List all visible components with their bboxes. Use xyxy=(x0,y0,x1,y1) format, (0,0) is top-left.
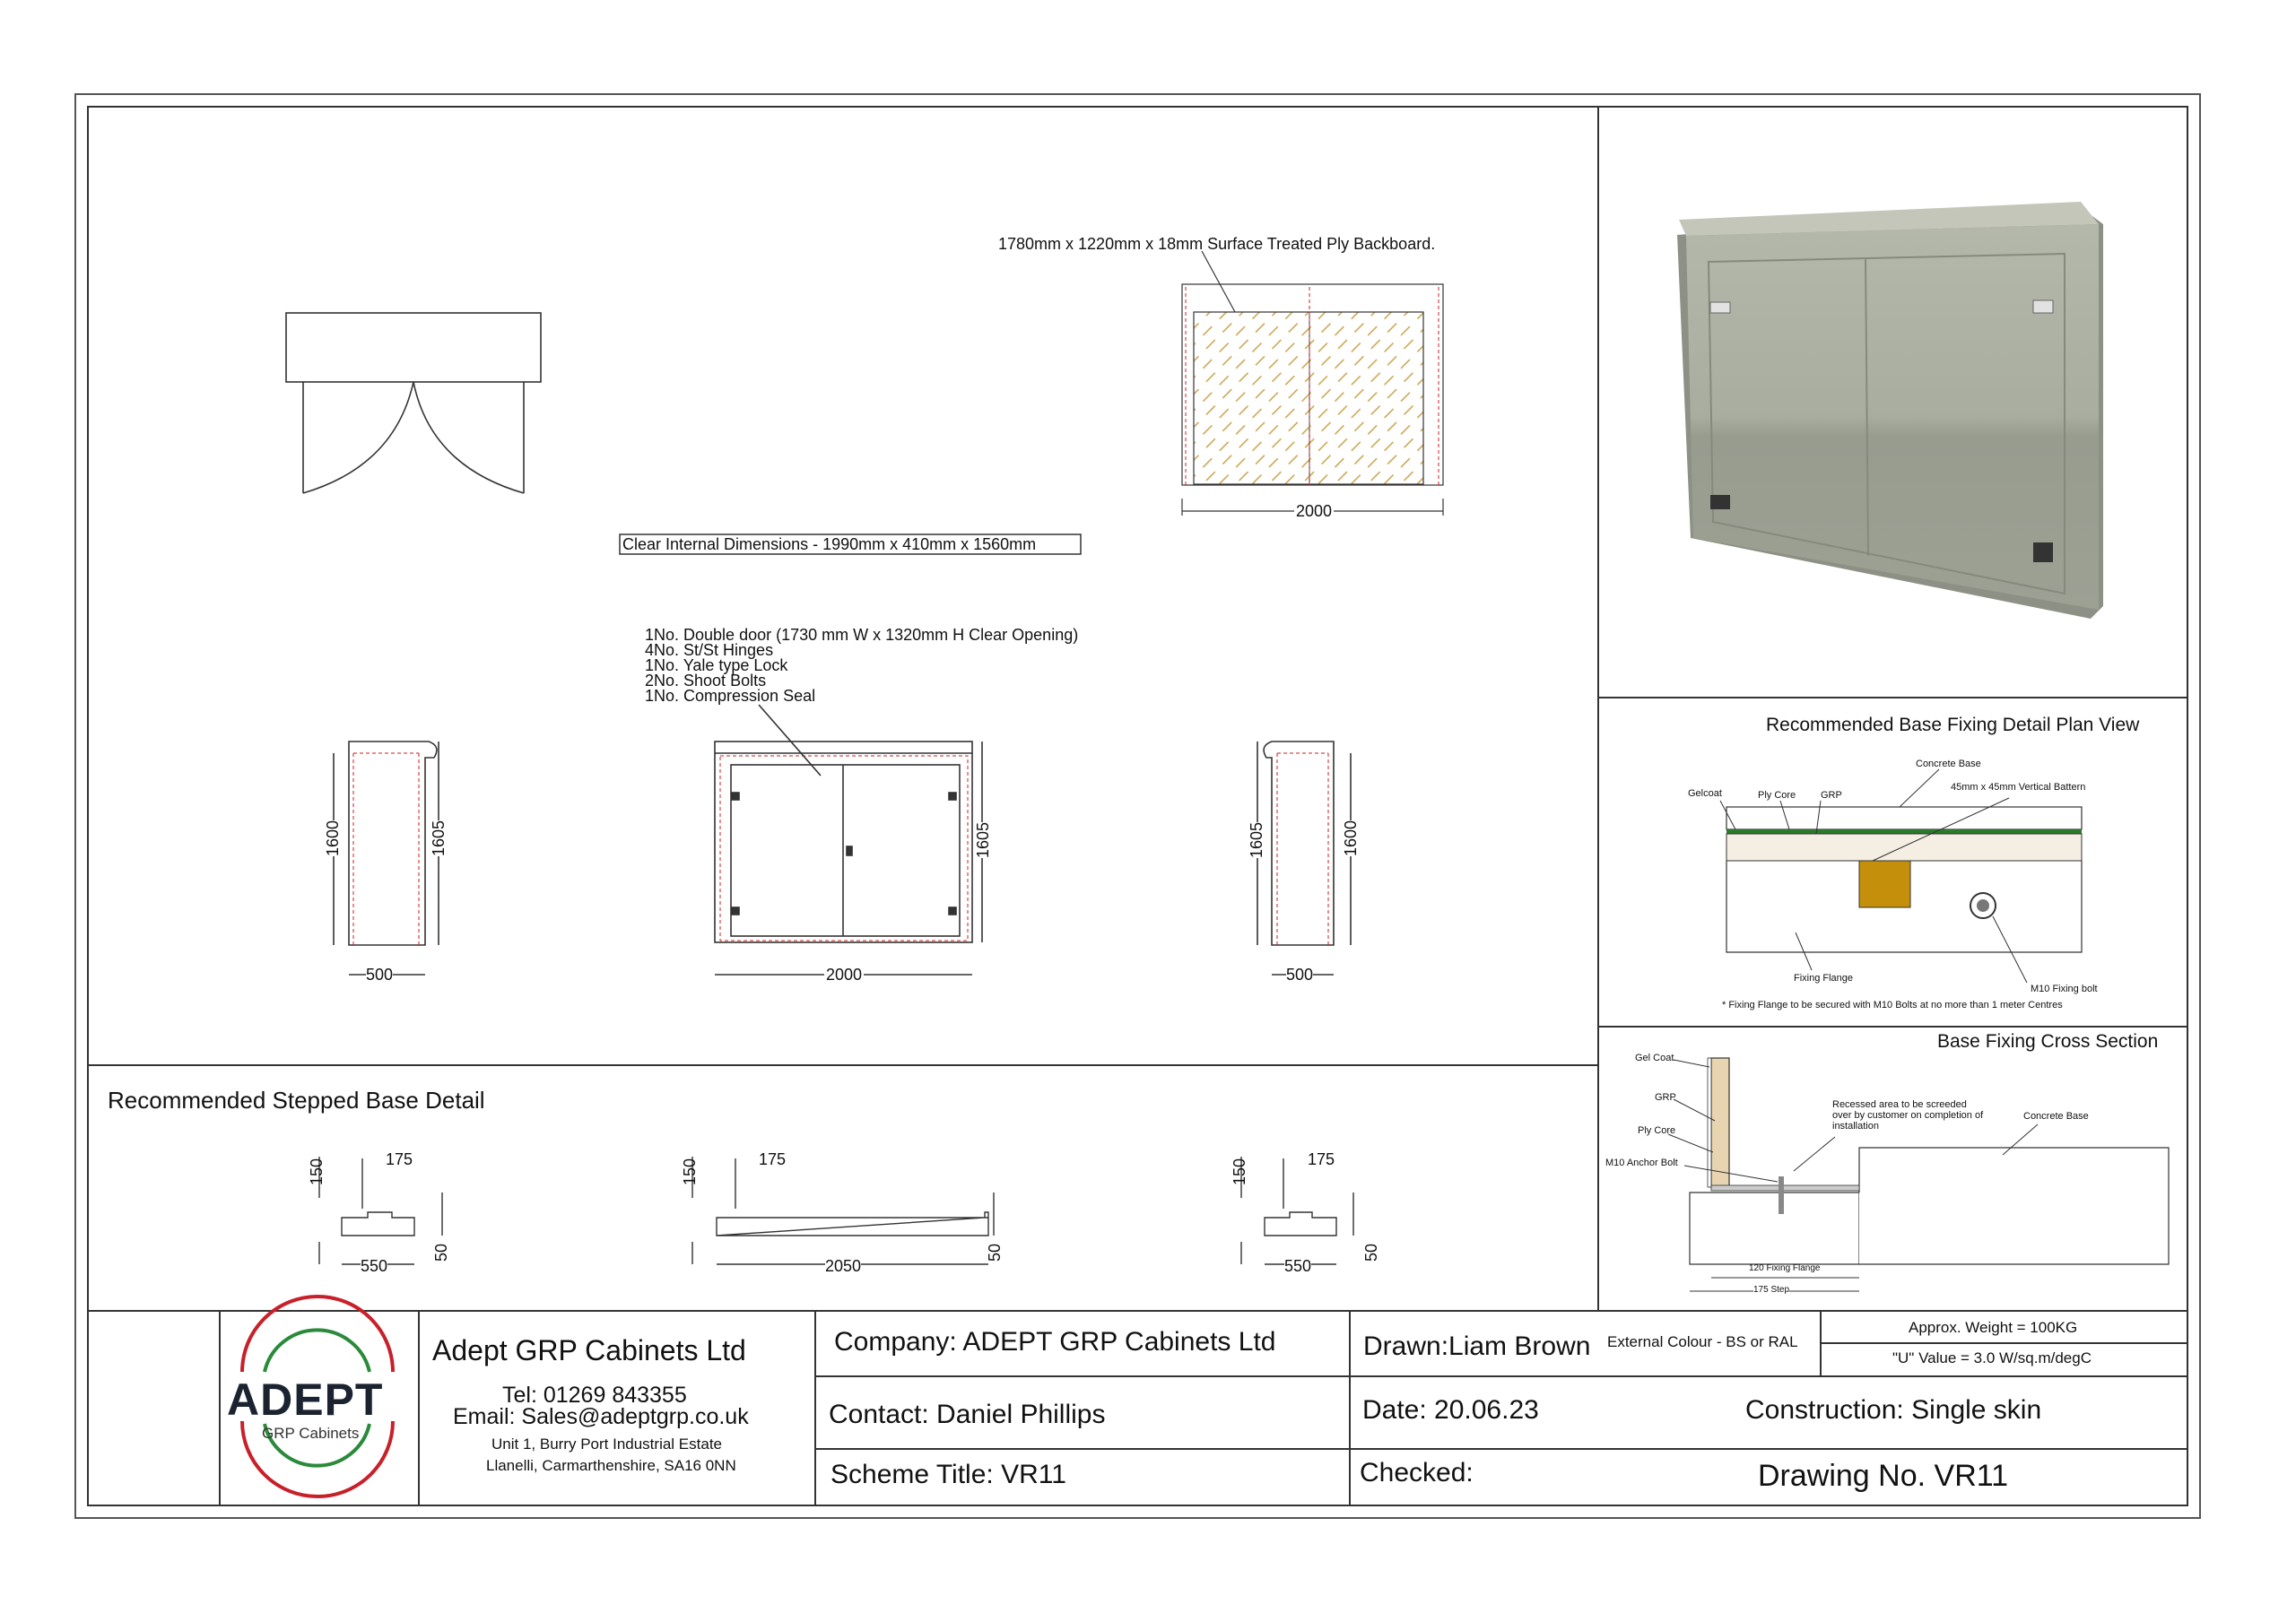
step-length: 175 xyxy=(386,1150,413,1168)
door-spec-item: 4No. St/St Hinges xyxy=(645,641,774,659)
stepped-base-title: Recommended Stepped Base Detail xyxy=(108,1087,485,1114)
door-spec-item: 1No. Yale type Lock xyxy=(645,656,788,674)
pv-note: * Fixing Flange to be secured with M10 Bolts at no more than 1 meter Centres xyxy=(1722,1000,2063,1010)
pv-concrete-base: Concrete Base xyxy=(1916,759,1981,769)
cabinet-3d-render xyxy=(1677,202,2103,619)
cabinet-plan-view xyxy=(286,313,541,493)
right-side-h-outer: 1600 xyxy=(1342,820,1360,856)
pv-ply-core: Ply Core xyxy=(1758,790,1796,801)
right-side-h-inner: 1605 xyxy=(1248,821,1265,858)
door-spec-item: 2No. Shoot Bolts xyxy=(645,672,767,690)
cross-section-title: Base Fixing Cross Section xyxy=(1937,1031,2159,1052)
tb-checked: Checked: xyxy=(1360,1458,1474,1488)
cs-recess-note xyxy=(1832,1099,1983,1132)
tb-date: Date: 20.06.23 xyxy=(1362,1395,1539,1425)
tb-construction: Construction: Single skin xyxy=(1745,1395,2042,1425)
base-width: 550 xyxy=(1284,1257,1312,1275)
tb-drawn: Drawn:Liam Brown xyxy=(1363,1331,1591,1361)
cs-anchor: M10 Anchor Bolt xyxy=(1605,1158,1678,1168)
pv-fixing-flange: Fixing Flange xyxy=(1794,973,1854,984)
tb-drawing-no: Drawing No. VR11 xyxy=(1758,1459,2009,1493)
fixing-plan-view xyxy=(1720,769,2082,983)
base-depth: 50 xyxy=(432,1243,450,1262)
cs-flange: 120 Fixing Flange xyxy=(1749,1263,1821,1273)
base-depth: 50 xyxy=(986,1243,1004,1262)
front-elevation xyxy=(715,705,982,975)
step-height: 150 xyxy=(308,1158,326,1185)
base-width: 2050 xyxy=(825,1257,862,1275)
logo-word: ADEPT xyxy=(227,1375,384,1425)
step-length: 175 xyxy=(1308,1150,1335,1168)
pv-gelcoat: Gelcoat xyxy=(1688,788,1722,799)
cs-recess-line: installation xyxy=(1832,1121,1879,1132)
backboard-width-dim: 2000 xyxy=(1296,502,1333,520)
step-height: 150 xyxy=(681,1158,699,1185)
step-height: 150 xyxy=(1231,1158,1248,1185)
stepped-base-drawings xyxy=(319,1157,1353,1264)
tb-colour: External Colour - BS or RAL xyxy=(1607,1333,1798,1350)
cs-grp: GRP xyxy=(1655,1092,1676,1103)
tb-weight: Approx. Weight = 100KG xyxy=(1909,1319,2078,1336)
company-address-1: Unit 1, Burry Port Industrial Estate xyxy=(491,1436,722,1453)
front-width: 2000 xyxy=(826,966,863,984)
front-height: 1605 xyxy=(974,821,992,858)
tb-contact: Contact: Daniel Phillips xyxy=(829,1400,1106,1429)
pv-grp: GRP xyxy=(1821,790,1842,801)
left-side-width: 500 xyxy=(366,966,394,984)
pv-fixing-bolt: M10 Fixing bolt xyxy=(2031,984,2098,994)
pv-batten: 45mm x 45mm Vertical Battern xyxy=(1951,782,2086,793)
company-address-2: Llanelli, Carmarthenshire, SA16 0NN xyxy=(486,1457,736,1474)
base-depth: 50 xyxy=(1362,1243,1380,1262)
cs-recess-line: over by customer on completion of xyxy=(1832,1110,1984,1121)
step-length: 175 xyxy=(759,1150,787,1168)
cs-step: 175 Step xyxy=(1753,1285,1790,1295)
right-side-width: 500 xyxy=(1286,966,1314,984)
door-spec-list xyxy=(645,628,1078,704)
company-tel: Tel: 01269 843355 xyxy=(502,1383,687,1408)
internal-dims-label: Clear Internal Dimensions - 1990mm x 410mm x 1560mm xyxy=(622,535,1037,553)
left-side-h-outer: 1605 xyxy=(430,820,448,856)
tb-u-value: "U" Value = 3.0 W/sq.m/degC xyxy=(1892,1349,2092,1366)
company-name: Adept GRP Cabinets Ltd xyxy=(432,1334,746,1366)
fixing-cross-section xyxy=(1668,1058,2169,1291)
plan-view-title: Recommended Base Fixing Detail Plan View xyxy=(1766,715,2140,735)
backboard-view xyxy=(1182,251,1443,516)
right-side-elevation xyxy=(1257,742,1351,975)
left-side-elevation xyxy=(334,742,439,975)
company-email: Email: Sales@adeptgrp.co.uk xyxy=(453,1404,749,1429)
base-width: 550 xyxy=(361,1257,388,1275)
cs-gel-coat: Gel Coat xyxy=(1635,1053,1674,1063)
tb-company: Company: ADEPT GRP Cabinets Ltd xyxy=(834,1327,1276,1357)
cs-concrete-base: Concrete Base xyxy=(2023,1111,2089,1122)
cs-recess-line: Recessed area to be screeded xyxy=(1832,1099,1967,1110)
logo-sub: GRP Cabinets xyxy=(262,1425,360,1442)
backboard-note: 1780mm x 1220mm x 18mm Surface Treated Ply Backboard. xyxy=(998,235,1436,253)
tb-scheme: Scheme Title: VR11 xyxy=(831,1460,1066,1489)
door-spec-item: 1No. Compression Seal xyxy=(645,687,816,705)
left-side-h-inner: 1600 xyxy=(324,820,342,856)
door-spec-item: 1No. Double door (1730 mm W x 1320mm H Clear Opening) xyxy=(645,626,1079,644)
cs-ply-core: Ply Core xyxy=(1638,1125,1676,1136)
